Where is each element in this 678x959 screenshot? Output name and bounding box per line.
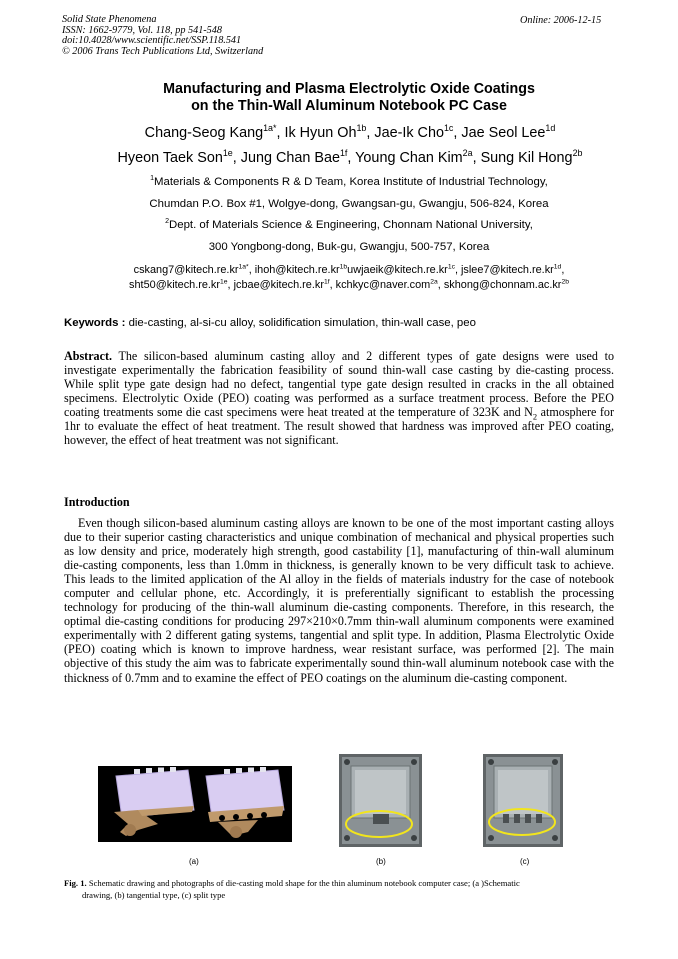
author-name: Sung Kil Hong [480, 149, 573, 166]
figure-schematic-drawing [98, 766, 292, 842]
journal-name: Solid State Phenomena [62, 14, 157, 25]
affiliation-text: Dept. of Materials Science & Engineering, Chonnam National University, [169, 219, 533, 231]
abstract-subscript: 2 [532, 411, 538, 422]
email-link[interactable]: jcbae@kitech.re.kr [233, 278, 324, 291]
author-list [30, 121, 670, 170]
journal-doi: doi:10.4028/www.scientific.net/SSP.118.541 [62, 35, 242, 47]
figure-label-a: (a) [189, 857, 199, 866]
email-sup: 1d [553, 263, 562, 271]
online-date: Online: 2006-12-15 [520, 15, 602, 26]
journal-copyright: © 2006 Trans Tech Publications Ltd, Switzerland [62, 45, 264, 57]
author-name: Jae Seol Lee [461, 125, 546, 141]
email-separator: , [329, 278, 336, 291]
author-sup: 1b [356, 123, 367, 134]
figure-photo-tangential [339, 754, 422, 847]
figure-label-c: (c) [520, 857, 530, 866]
email-separator: , [437, 278, 444, 291]
email-link[interactable]: uwjaeik@kitech.re.kr [347, 264, 448, 276]
author-sup: 1a* [263, 123, 277, 134]
email-sup: 2b [561, 277, 569, 285]
author-name: Chang-Seog Kang [144, 125, 264, 141]
photo-tangential-svg [339, 754, 422, 847]
author-sup: 1d [545, 123, 556, 134]
email-separator: , [561, 264, 565, 276]
journal-header [62, 15, 263, 57]
author-name: Jung Chan Bae [240, 149, 340, 166]
figure-photo-split [483, 754, 563, 847]
caption-text: Schematic drawing and photographs of die-casting mold shape for the thin aluminum notebook computer case; (a )Schematic [86, 878, 520, 888]
author-sup: 1f [339, 147, 348, 158]
email-sup: 2a [430, 277, 438, 285]
figure-caption [64, 877, 619, 901]
email-sup: 1c [447, 263, 455, 271]
author-sup: 2b [572, 147, 583, 158]
schematic-svg [98, 766, 292, 842]
affiliation-sup: 1 [150, 175, 155, 183]
email-list [60, 263, 638, 292]
author-line-2: Hyeon Taek Son$^{1e}$, Jung Chan Bae$^{1f}$, Young Chan Kim$^{2a}$, Sung Kil Hong$^{2b}$ [117, 147, 583, 166]
journal-issn: ISSN: 1662-9779, Vol. 118, pp 541-548 [62, 24, 222, 36]
email-link[interactable]: cskang7@kitech.re.kr [133, 264, 239, 276]
affiliation-text: Materials & Components R & D Team, Korea Institute of Industrial Technology, [154, 176, 548, 188]
introduction-paragraph: Even though silicon-based aluminum casting alloys are known to be one of the most important casting alloys due to their superior casting characteristics and unique combination of mechanical and physical properties such as low density and price, moderately high strength, good castability [1], manufacturing of thin-wall aluminum die-casting components, less than 1.0mm in thickness, is generally known to be very difficult task to achieve. This leads to the limited application of the Al alloy in the fields of materials industry for the case of notebook computer and cellular phone, etc. Accordingly, it is preferentially significant to establish the processing technology for producing of the thin-wall aluminum die-casting components. Therefore, in this research, the optimal die-casting conditions for producing 297×210×0.7mm thin-wall aluminum components were examined experimentally with 2 different gating systems, tangential and split type. In addition, Plasma Electrolytic Oxide (PEO) coating which is known to improve hardness, wear resistant surface, was performed [2]. The main objective of this study the aim was to fabricate experimentally sound thin-wall aluminum notebook case with the thickness of 0.7mm and to examine the effect of PEO coatings on the aluminum die-casting component. [64, 516, 614, 685]
caption-label: Fig. 1. [64, 878, 87, 888]
keywords-label: Keywords : [64, 317, 126, 329]
caption-line-1 [64, 877, 619, 889]
abstract-text-cont: atmosphere for 1hr to evaluate the effect of heat treatment. The result showed that hardness was improved after PEO coating, however, the effect of heat treatment was not significant. [64, 405, 614, 448]
keywords-text: die-casting, al-si-cu alloy, solidification simulation, thin-wall case, peo [125, 317, 476, 329]
email-link[interactable]: skhong@chonnam.ac.kr [443, 278, 562, 291]
abstract [64, 349, 614, 447]
affiliation-1-line-1 [60, 172, 638, 194]
author-line-1: Chang-Seog Kang$^{1a*}$, Ik Hyun $Oh^{1b}$, Jae-Ik Cho$^{1c}$, Jae Seol Lee$^{1d}$ [144, 123, 556, 141]
photo-split-svg [483, 754, 563, 847]
email-separator: , [248, 264, 255, 276]
author-sup: 2a [462, 147, 473, 158]
affiliation-2-line-2: 300 Yongbong-dong, Buk-gu, Gwangju, 500-757, Korea [208, 240, 490, 253]
email-separator: , [454, 264, 462, 276]
email-sup: 1a* [238, 263, 249, 271]
abstract-text: The silicon-based aluminum casting alloy and 2 different types of gate designs were used to investigate experimentally the fabrication feasibility of sound thin-wall case casting by die-casting process. While split type gate design had no defect, tangential type gate design resulted in cracks in the all obtained specimens. Electrolytic Oxide (PEO) coating was performed as a surface treatment process. Before the PEO coating treatments some die cast specimens were heat treated at the temperature of 323K and N [64, 349, 614, 420]
author-sup: 1c [443, 123, 454, 134]
title-line-1: Manufacturing and Plasma Electrolytic Oxide Coatings [163, 81, 535, 97]
author-name: Young Chan Kim [355, 149, 463, 166]
abstract-label: Abstract. [64, 349, 113, 363]
author-name: Jae-Ik Cho [374, 125, 444, 141]
email-separator: , [227, 278, 234, 291]
title-line-2: on the Thin-Wall Aluminum Notebook PC Case [191, 98, 507, 114]
paper-title [60, 81, 638, 115]
figure-label-b: (b) [376, 857, 386, 866]
email-sup: 1f [323, 277, 330, 285]
email-link[interactable]: sht50@kitech.re.kr [129, 278, 221, 291]
affiliations [60, 172, 638, 258]
author-name: Hyeon Taek Son [117, 149, 223, 166]
email-sup: 1e [220, 277, 228, 285]
email-sup: 1b [339, 263, 348, 271]
email-line-2 [60, 278, 638, 293]
affiliation-sup: 2 [165, 218, 170, 226]
affiliation-1-line-2: Chumdan P.O. Box #1, Wolgye-dong, Gwangsan-gu, Gwangju, 506-824, Korea [149, 197, 549, 210]
author-sup: 1e [222, 147, 233, 158]
section-heading-introduction: Introduction [64, 495, 130, 509]
affiliation-2-line-1 [60, 215, 638, 237]
email-link[interactable]: jslee7@kitech.re.kr [461, 264, 554, 276]
email-link[interactable]: kchkyc@naver.com [335, 278, 431, 291]
caption-line-2: drawing, (b) tangential type, (c) split type [82, 890, 226, 900]
keywords [64, 316, 624, 330]
email-link[interactable]: ihoh@kitech.re.kr [254, 264, 340, 276]
author-name: Ik Hyun Oh [284, 125, 357, 141]
email-line-1 [60, 263, 638, 278]
